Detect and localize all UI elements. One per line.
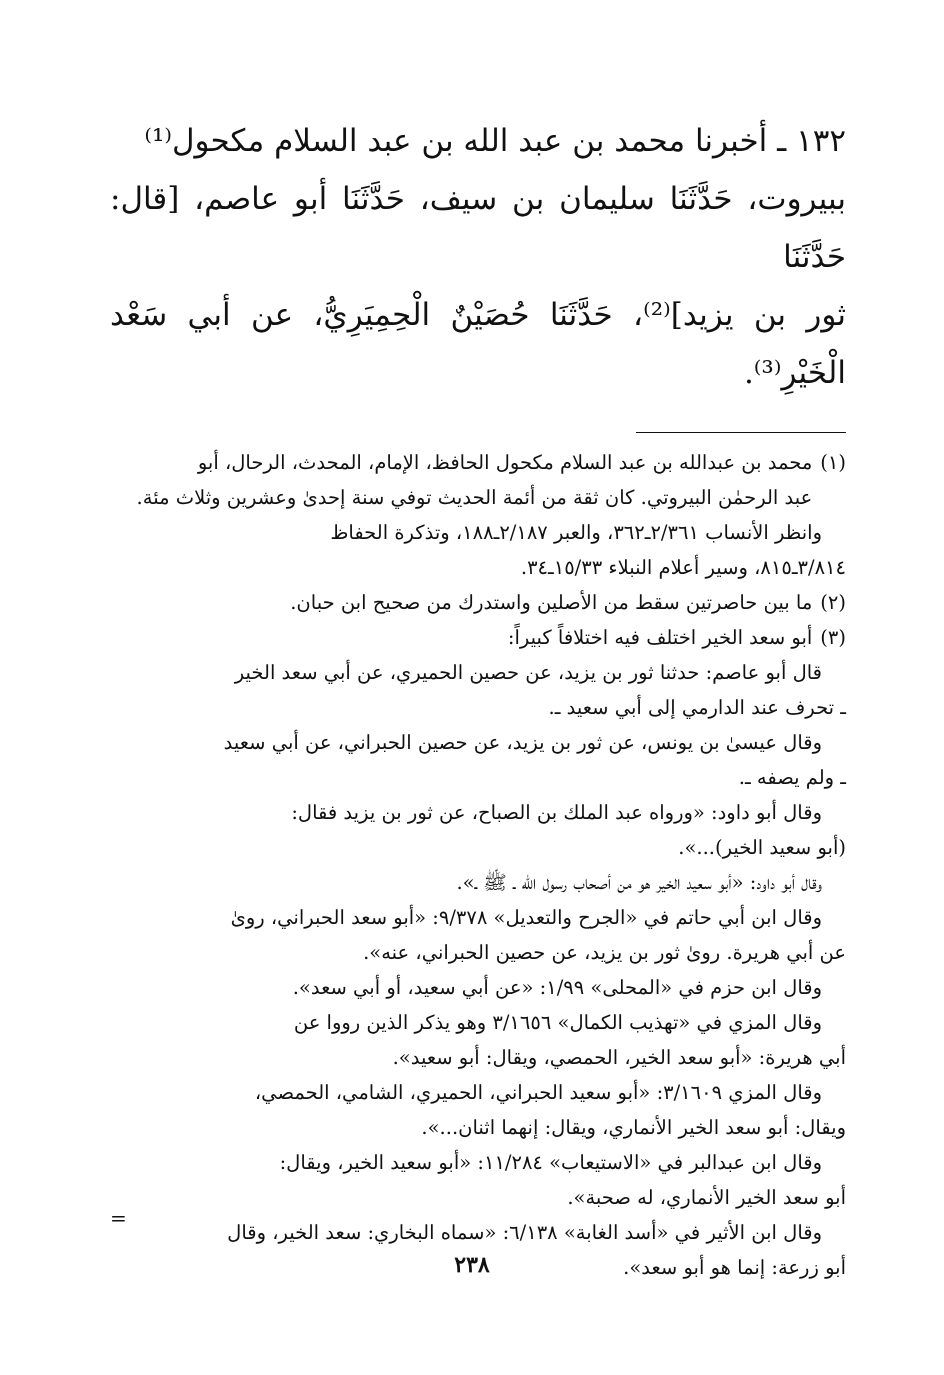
- footnote-3-para: وقال ابن عبدالبر في «الاستيعاب» ١١/٢٨٤: «أبو سعيد الخير، ويقال:: [279, 1151, 822, 1174]
- footnote-3-para: قال أبو عاصم: حدثنا ثور بن يزيد، عن حصين الحميري، عن أبي سعد الخير: [234, 661, 822, 684]
- footnote-3-para: (أبو سعيد الخير)...».: [678, 836, 846, 859]
- footnote-3-para: وقال عيسىٰ بن يونس، عن ثور بن يزيد، عن حصين الحبراني، عن أبي سعيد: [223, 731, 822, 754]
- page-number: ٢٣٨: [454, 1252, 490, 1278]
- footnotes: [110, 445, 846, 1285]
- footnote-3-para: وقال ابن حزم في «المحلى» ١/٩٩: «عن أبي سعيد، أو أبي سعد».: [292, 976, 822, 999]
- footnote-3-para: ـ تحرف عند الدارمي إلى أبي سعيد ـ.: [548, 696, 846, 719]
- footnote-3-para: ـ ولم يصفه ـ.: [738, 766, 846, 789]
- footnote-3-para: ويقال: أبو سعد الخير الأنماري، ويقال: إنهما اثنان...».: [421, 1116, 846, 1139]
- hadith-line-3: ثور بن يزيد]⁽²⁾، حَدَّثَنَا حُصَيْنٌ الْحِمِيَرِيُّ، عن أبي سَعْد الْخَيْرِ⁽³⁾.: [110, 297, 847, 391]
- footnote-2: [110, 585, 846, 620]
- footnote-3-para: وقال ابن أبي حاتم في «الجرح والتعديل» ٩/٣٧٨: «أبو سعد الحبراني، روىٰ: [230, 906, 822, 929]
- footnote-3: [110, 620, 846, 655]
- hadith-text: [110, 112, 846, 402]
- footnote-3-para: أبي هريرة: «أبو سعد الخير، الحمصي، ويقال: أبو سعيد».: [392, 1046, 846, 1069]
- page-body: [110, 112, 846, 1285]
- hadith-line-2: ببيروت، حَدَّثَنَا سليمان بن سيف، حَدَّثَنَا أبو عاصم، [قال: حَدَّثَنَا: [110, 181, 846, 275]
- footnote-1-line: محمد بن عبدالله بن عبد السلام مكحول الحافظ، الإمام، المحدث، الرحال، أبو: [197, 451, 813, 474]
- footnote-3-para: وقال أبو داود: «ورواه عبد الملك بن الصباح، عن ثور بن يزيد فقال:: [291, 801, 822, 824]
- footnote-1-extra-line: وانظر الأنساب ٢/٣٦١ـ٣٦٢، والعبر ٢/١٨٧ـ١٨٨، وتذكرة الحفاظ: [330, 521, 822, 544]
- footnote-3-para: وقال أبو داود: «أبو سعيد الخير هو من أصحاب رسول الله ـ ﷺ ـ».: [456, 871, 822, 894]
- footnote-3-para: وقال المزي في «تهذيب الكمال» ٣/١٦٥٦ وهو يذكر الذين رووا عن: [293, 1011, 822, 1034]
- footnote-3-para: أبو زرعة: إنما هو أبو سعد».: [623, 1256, 846, 1279]
- footnote-3-para: أبو سعد الخير الأنماري، له صحبة».: [567, 1186, 846, 1209]
- footnote-3-text: أبو سعد الخير اختلف فيه اختلافاً كبيراً:: [507, 626, 813, 649]
- footnote-3-para: عن أبي هريرة. روىٰ ثور بن يزيد، عن حصين الحبراني، عنه».: [363, 941, 846, 964]
- continuation-marker: =: [110, 1206, 127, 1230]
- footnote-1-line: عبد الرحمٰن البيروتي. كان ثقة من أئمة الحديث توفي سنة إحدىٰ وعشرين وثلاث مئة.: [136, 486, 813, 509]
- footnote-3-para: وقال المزي ٣/١٦٠٩: «أبو سعيد الحبراني، الحميري، الشامي، الحمصي،: [254, 1081, 822, 1104]
- footnote-2-mark: (٢): [820, 591, 846, 614]
- footnote-1-extra-line: ٣/٨١٤ـ٨١٥، وسير أعلام النبلاء ١٥/٣٣ـ٣٤.: [520, 556, 846, 579]
- hadith-line-1: ١٣٢ ـ أخبرنا محمد بن عبد الله بن عبد السلام مكحول⁽¹⁾: [144, 123, 846, 159]
- footnote-3-para: وقال ابن الأثير في «أسد الغابة» ٦/١٣٨: «سماه البخاري: سعد الخير، وقال: [227, 1221, 822, 1244]
- footnote-1: [110, 445, 846, 515]
- footnote-1-mark: (١): [820, 451, 846, 474]
- footnote-3-mark: (٣): [820, 626, 846, 649]
- footnote-2-text: ما بين حاصرتين سقط من الأصلين واستدرك من صحيح ابن حبان.: [290, 591, 813, 614]
- footnote-divider: [636, 432, 846, 433]
